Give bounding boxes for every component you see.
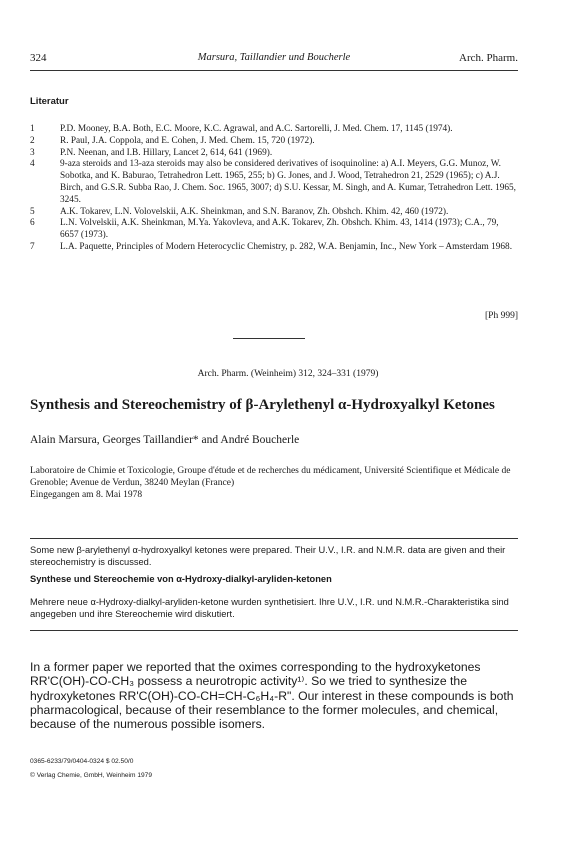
article-title: Synthesis and Stereochemistry of β-Arylethenyl α-Hydroxyalkyl Ketones bbox=[30, 397, 495, 413]
manuscript-code: [Ph 999] bbox=[485, 311, 518, 321]
abstract-german: Mehrere neue α-Hydroxy-dialkyl-aryliden-ketone wurden synthetisiert. Ihre U.V., I.R. und N.M.R.-Charakteristika sind angegeben und ihre Stereochemie wird diskutiert. bbox=[30, 597, 509, 619]
reference-item: 6 L.N. Volvelskii, A.K. Sheinkman, M.Ya. Yakovleva, and A.K. Tokarev, Zh. Obshch. Khim. 43, 1414 (1973); C.A., 79, 6657 (1973). bbox=[30, 218, 499, 241]
reference-item: 4 9-aza steroids and 13-aza steroids may also be considered derivatives of isoquinoline: a) A.I. Meyers, G.G. Munoz, W. Sobotka, and K. Baburao, Tetrahedron Lett. 1965, 255; b) G. Jones, and J. Wood, Tetrahedron 21, 2529 (1965); c) A.J. Birch, and G.S.R. Subba Rao, J. Chem. Soc. 1965, 3007; d) S.U. Kessar, M. Singh, and A. Kumar, Tetrahedron Lett. 1965, 3245. bbox=[30, 159, 517, 205]
reference-item: 7 L.A. Paquette, Principles of Modern Heterocyclic Chemistry, p. 282, W.A. Benjamin, Inc., New York – Amsterdam 1968. bbox=[30, 241, 513, 252]
journal-citation: Arch. Pharm. (Weinheim) 312, 324–331 (1979) bbox=[197, 369, 379, 379]
received-date: Eingegangen am 8. Mai 1978 bbox=[30, 490, 143, 500]
running-head-authors: Marsura, Taillandier und Boucherle bbox=[197, 52, 351, 63]
article-authors: Alain Marsura, Georges Taillandier* and André Boucherle bbox=[30, 434, 300, 446]
reference-list bbox=[30, 124, 518, 254]
running-head-journal: Arch. Pharm. bbox=[459, 52, 518, 64]
body-paragraph: In a former paper we reported that the oximes corresponding to the hydroxyketones RR'C(OH)-CO-CH₃ possess a neurotropic activity¹⁾. So we tried to synthesize the hydroxyketones RR'C(OH)-CO-CH=CH-C₆H₄-R". Our interest in these compounds is both pharmacological, because of their resemblance to the former molecules, and chemical, because of the numerous possible isomers. bbox=[30, 660, 514, 732]
reference-item: 1 P.D. Mooney, B.A. Both, E.C. Moore, K.C. Agrawal, and A.C. Sartorelli, J. Med. Chem. 17, 1145 (1974). bbox=[30, 124, 453, 134]
abstract-rule-bottom bbox=[30, 630, 518, 631]
header-rule bbox=[30, 70, 518, 71]
abstract-rule-top bbox=[30, 538, 518, 539]
affiliation-block bbox=[30, 465, 518, 501]
footer-code: 0365-6233/79/0404-0324 $ 02.50/0 bbox=[30, 758, 134, 765]
abstract-english: Some new β-arylethenyl α-hydroxyalkyl ketones were prepared. Their U.V., I.R. and N.M.R. data are given and their stereochemistry is discussed. bbox=[30, 545, 506, 567]
reference-item: 5 A.K. Tokarev, L.N. Volovelskii, A.K. Sheinkman, and S.N. Baranov, Zh. Obshch. Khim. 42, 460 (1972). bbox=[30, 206, 449, 217]
abstract-german-title: Synthese und Stereochemie von α-Hydroxy-dialkyl-aryliden-ketonen bbox=[30, 574, 332, 584]
reference-item: 3 P.N. Neenan, and I.B. Hillary, Lancet 2, 614, 641 (1969). bbox=[30, 147, 273, 158]
footer-copyright: © Verlag Chemie, GmbH, Weinheim 1979 bbox=[30, 772, 153, 779]
page-number: 324 bbox=[30, 52, 47, 64]
literature-heading: Literatur bbox=[30, 96, 69, 107]
affiliation: Laboratoire de Chimie et Toxicologie, Groupe d'étude et de recherches du médicament, Université Scientifique et Médicale de Grenoble; Avenue de Verdun, 38240 Meylan (France) bbox=[30, 466, 511, 488]
section-divider bbox=[233, 338, 305, 339]
running-head bbox=[30, 52, 518, 68]
reference-item: 2 R. Paul, J.A. Coppola, and E. Cohen, J. Med. Chem. 15, 720 (1972). bbox=[30, 135, 315, 146]
